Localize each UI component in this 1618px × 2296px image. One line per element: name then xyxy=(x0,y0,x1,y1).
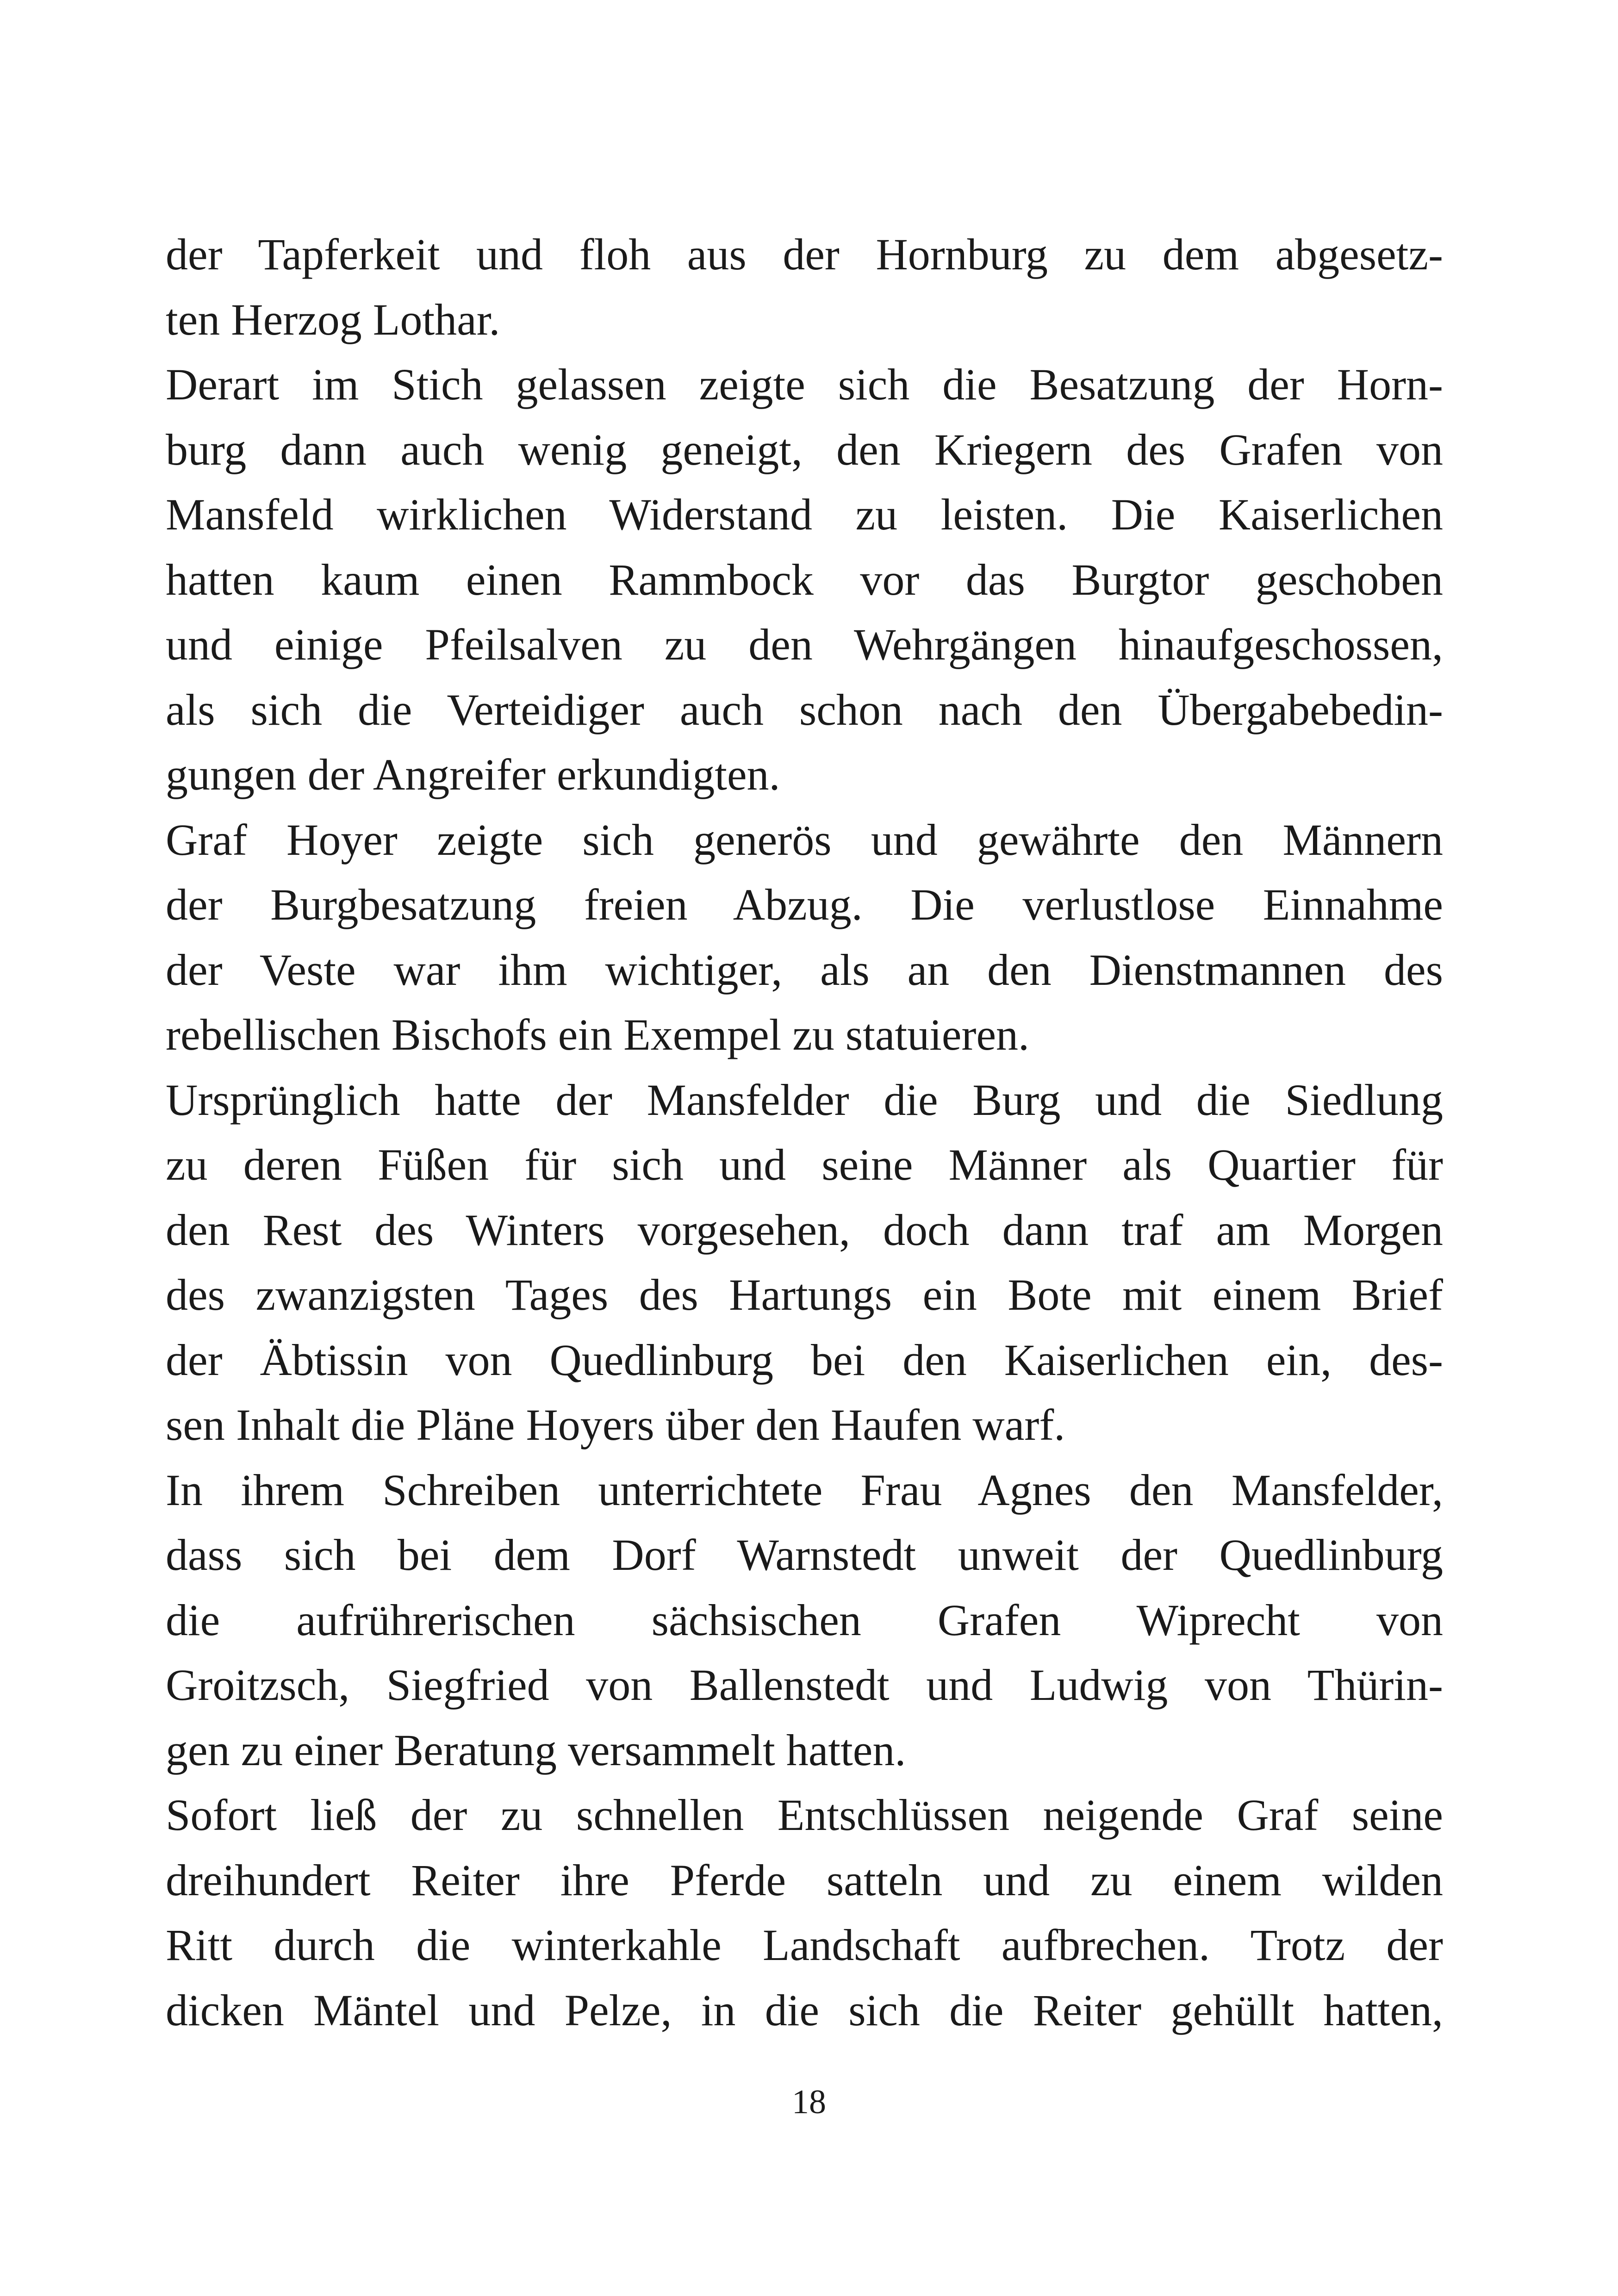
text-line: Ursprünglich hatte der Mansfelder die Burg und die Siedlung xyxy=(166,1075,1443,1125)
text-line: des zwanzigsten Tages des Hartungs ein Bote mit einem Brief xyxy=(166,1270,1443,1319)
text-line: Ritt durch die winterkahle Landschaft aufbrechen. Trotz der xyxy=(166,1920,1443,1970)
text-line: rebellischen Bischofs ein Exempel zu statuieren. xyxy=(166,1010,1030,1059)
text-line: gungen der Angreifer erkundigten. xyxy=(166,750,780,799)
body-text xyxy=(166,222,1443,2043)
text-line: der Tapferkeit und floh aus der Hornburg zu dem abgesetz- xyxy=(166,230,1443,279)
text-line: Groitzsch, Siegfried von Ballenstedt und Ludwig von Thürin- xyxy=(166,1660,1443,1710)
text-line: den Rest des Winters vorgesehen, doch dann traf am Morgen xyxy=(166,1205,1443,1255)
text-line: hatten kaum einen Rammbock vor das Burgtor geschoben xyxy=(166,554,1443,604)
text-line: der Äbtissin von Quedlinburg bei den Kaiserlichen ein, des- xyxy=(166,1335,1443,1385)
text-line: burg dann auch wenig geneigt, den Kriegern des Grafen von xyxy=(166,424,1443,474)
text-line: der Veste war ihm wichtiger, als an den Dienstmannen des xyxy=(166,945,1443,995)
text-line: der Burgbesatzung freien Abzug. Die verlustlose Einnahme xyxy=(166,880,1443,929)
text-line: Mansfeld wirklichen Widerstand zu leisten. Die Kaiserlichen xyxy=(166,490,1443,539)
text-line: Derart im Stich gelassen zeigte sich die Besatzung der Horn- xyxy=(166,360,1443,409)
text-line: Sofort ließ der zu schnellen Entschlüssen neigende Graf seine xyxy=(166,1790,1443,1840)
text-line: die aufrührerischen sächsischen Grafen Wiprecht von xyxy=(166,1595,1443,1645)
text-line: dass sich bei dem Dorf Warnstedt unweit der Quedlinburg xyxy=(166,1530,1443,1580)
text-line: ten Herzog Lothar. xyxy=(166,294,500,344)
text-line: zu deren Füßen für sich und seine Männer als Quartier für xyxy=(166,1140,1443,1189)
text-line: Graf Hoyer zeigte sich generös und gewährte den Männern xyxy=(166,815,1443,865)
text-line: sen Inhalt die Pläne Hoyers über den Haufen warf. xyxy=(166,1400,1065,1450)
text-line: als sich die Verteidiger auch schon nach den Übergabebedin- xyxy=(166,684,1443,734)
text-line: gen zu einer Beratung versammelt hatten. xyxy=(166,1725,906,1775)
text-line: dicken Mäntel und Pelze, in die sich die Reiter gehüllt hatten, xyxy=(166,1985,1443,2035)
page-number: 18 xyxy=(792,2083,826,2121)
text-line: und einige Pfeilsalven zu den Wehrgängen hinaufgeschossen, xyxy=(166,620,1443,669)
text-line: In ihrem Schreiben unterrichtete Frau Agnes den Mansfelder, xyxy=(166,1465,1443,1515)
text-line: dreihundert Reiter ihre Pferde satteln und zu einem wilden xyxy=(166,1855,1443,1905)
